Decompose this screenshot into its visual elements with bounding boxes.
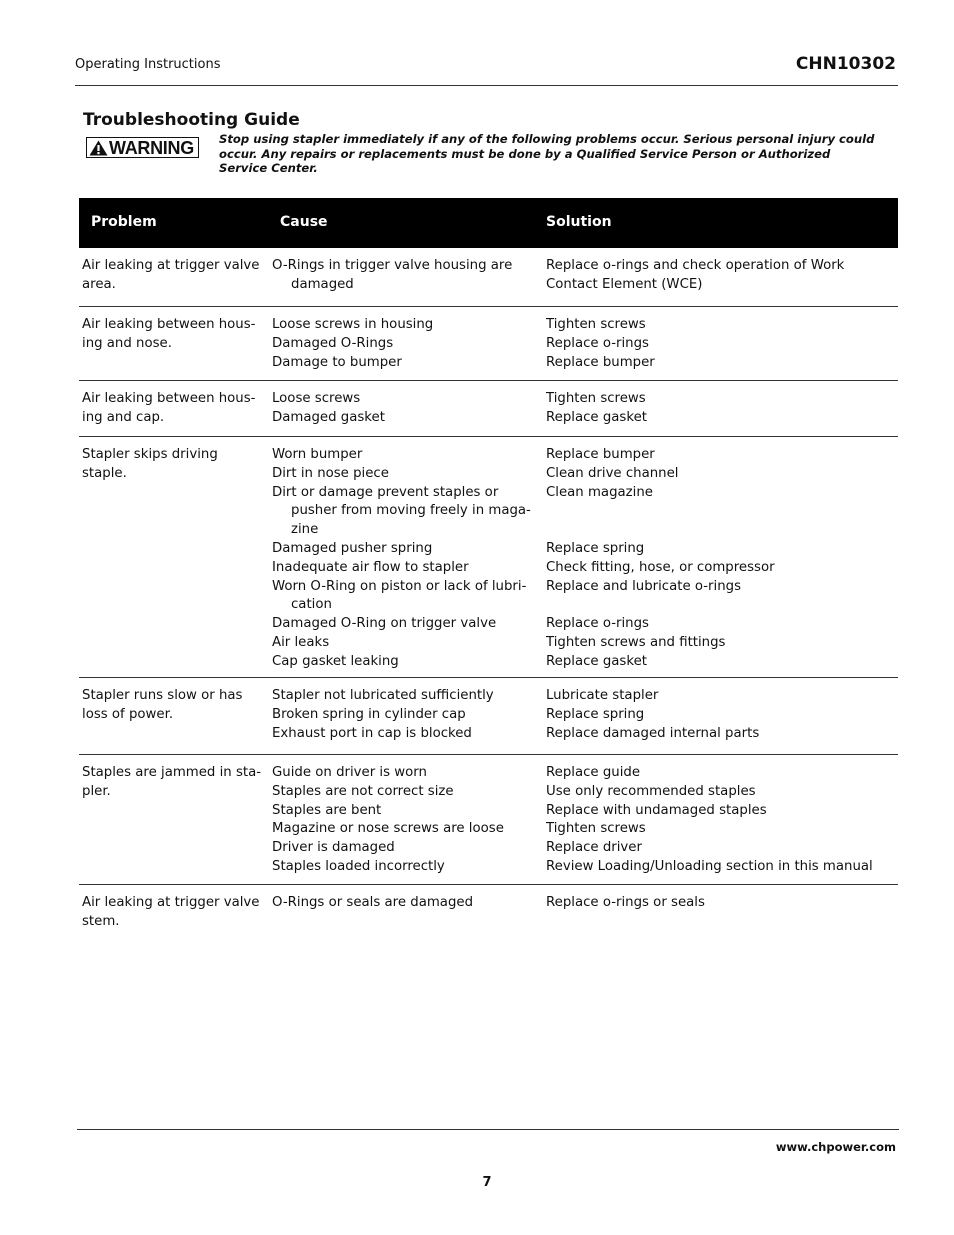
- solution-item: Replace o-rings and check operation of Work Contact Element (WCE): [546, 258, 845, 292]
- table-row: [79, 381, 898, 437]
- cause-cell: [272, 257, 534, 295]
- solution-item: Review Loading/Unloading section in this manual: [546, 858, 873, 874]
- problem-cell: Air leaking between hous-ing and nose.: [82, 317, 256, 351]
- header-solution: Solution: [546, 214, 612, 230]
- footer-url: www.chpower.com: [775, 1140, 896, 1154]
- cause-item: Damaged pusher spring: [272, 540, 433, 556]
- cause-item: Driver is damaged: [272, 840, 395, 856]
- cause-cell: [272, 687, 534, 743]
- cause-item: Damaged O-Ring on trigger valve: [272, 616, 497, 632]
- solution-item: Tighten screws: [546, 391, 646, 406]
- table-row: [79, 248, 898, 307]
- solution-cell: [546, 390, 896, 428]
- header-problem: Problem: [91, 214, 157, 230]
- solution-item: Clean magazine: [546, 484, 653, 500]
- solution-item: Replace guide: [546, 765, 641, 780]
- cause-item: Loose screws in housing: [272, 317, 434, 332]
- solution-item: Replace bumper: [546, 354, 655, 370]
- solution-item: Use only recommended staples: [546, 783, 756, 799]
- table-header: [79, 198, 898, 248]
- solution-cell: [546, 316, 896, 372]
- cause-item: Damaged O-Rings: [272, 335, 394, 351]
- solution-item: Replace driver: [546, 840, 642, 856]
- solution-item: Replace gasket: [546, 409, 647, 425]
- model-number: CHN10302: [795, 54, 896, 74]
- cause-item: Worn O-Ring on piston or lack of lubri-cation: [272, 578, 527, 613]
- solution-item: Lubricate stapler: [546, 688, 659, 703]
- problem-cell: Air leaking between hous-ing and cap.: [82, 391, 256, 425]
- header-divider: [75, 85, 898, 86]
- problem-cell: Stapler skips driving staple.: [82, 447, 218, 481]
- solution-item: Replace o-rings: [546, 616, 649, 632]
- solution-item: Tighten screws: [546, 317, 646, 332]
- page-title: Troubleshooting Guide: [83, 110, 300, 130]
- solution-item: Tighten screws: [546, 821, 646, 837]
- solution-item: Replace and lubricate o-rings: [546, 578, 742, 594]
- solution-item: Check fitting, hose, or compressor: [546, 559, 775, 575]
- page-number: 7: [482, 1175, 492, 1190]
- cause-item: O-Rings or seals are damaged: [272, 895, 474, 910]
- troubleshooting-table: [79, 198, 898, 945]
- cause-item: Worn bumper: [272, 447, 363, 462]
- cause-item: Staples are bent: [272, 802, 382, 818]
- cause-item: Dirt in nose piece: [272, 465, 389, 481]
- solution-item: Replace bumper: [546, 447, 655, 462]
- cause-item: Loose screws: [272, 391, 361, 406]
- cause-item: O-Rings in trigger valve housing are damaged: [272, 258, 513, 292]
- solution-item: Replace spring: [546, 706, 645, 722]
- cause-item: Exhaust port in cap is blocked: [272, 725, 472, 741]
- cause-item: Staples are not correct size: [272, 783, 454, 799]
- cause-cell: [272, 316, 534, 372]
- warning-triangle-icon: [89, 140, 108, 156]
- warning-word: WARNING: [109, 137, 194, 158]
- table-row: [79, 678, 898, 755]
- cause-item: Staples loaded incorrectly: [272, 858, 445, 874]
- problem-cell: Air leaking at trigger valve area.: [82, 258, 260, 292]
- solution-cell: [546, 687, 896, 743]
- table-row: [79, 885, 898, 945]
- cause-item: Guide on driver is worn: [272, 765, 427, 780]
- solution-item: Replace o-rings or seals: [546, 895, 705, 910]
- cause-item: Broken spring in cylinder cap: [272, 706, 466, 722]
- solution-item: Replace with undamaged staples: [546, 802, 767, 818]
- cause-item: Inadequate air flow to stapler: [272, 559, 469, 575]
- cause-cell: [272, 894, 534, 913]
- solution-item: Replace o-rings: [546, 335, 649, 351]
- solution-cell: [546, 446, 896, 672]
- cause-item: Stapler not lubricated sufficiently: [272, 688, 494, 703]
- problem-cell: Stapler runs slow or has loss of power.: [82, 688, 243, 722]
- table-row: [79, 437, 898, 678]
- solution-item: Clean drive channel: [546, 465, 679, 481]
- footer-divider: [77, 1129, 899, 1130]
- problem-cell: Staples are jammed in sta-pler.: [82, 765, 262, 799]
- cause-cell: [272, 764, 534, 877]
- cause-item: Cap gasket leaking: [272, 653, 399, 669]
- cause-item: Damaged gasket: [272, 409, 385, 425]
- header-cause: Cause: [280, 214, 328, 230]
- cause-item: Dirt or damage prevent staples or pusher from moving freely in maga-zine: [272, 484, 531, 538]
- cause-item: Air leaks: [272, 634, 330, 650]
- cause-cell: [272, 390, 534, 428]
- solution-cell: [546, 894, 896, 913]
- problem-cell: Air leaking at trigger valve stem.: [82, 895, 260, 929]
- warning-badge: [86, 137, 199, 158]
- table-row: [79, 755, 898, 885]
- header-section-label: Operating Instructions: [75, 57, 221, 72]
- solution-item: Replace spring: [546, 540, 645, 556]
- solution-cell: [546, 257, 896, 295]
- cause-cell: [272, 446, 534, 672]
- solution-cell: [546, 764, 896, 877]
- warning-text: Stop using stapler immediately if any of the following problems occur. Serious personal injury could occur. Any repairs or replacements must be done by a Qualified Service Person or Authorized Service Center.: [219, 132, 875, 176]
- solution-item: Replace gasket: [546, 653, 647, 669]
- table-row: [79, 307, 898, 381]
- solution-item: Tighten screws and fittings: [546, 634, 726, 650]
- solution-item: Replace damaged internal parts: [546, 725, 760, 741]
- cause-item: Damage to bumper: [272, 354, 402, 370]
- cause-item: Magazine or nose screws are loose: [272, 821, 504, 837]
